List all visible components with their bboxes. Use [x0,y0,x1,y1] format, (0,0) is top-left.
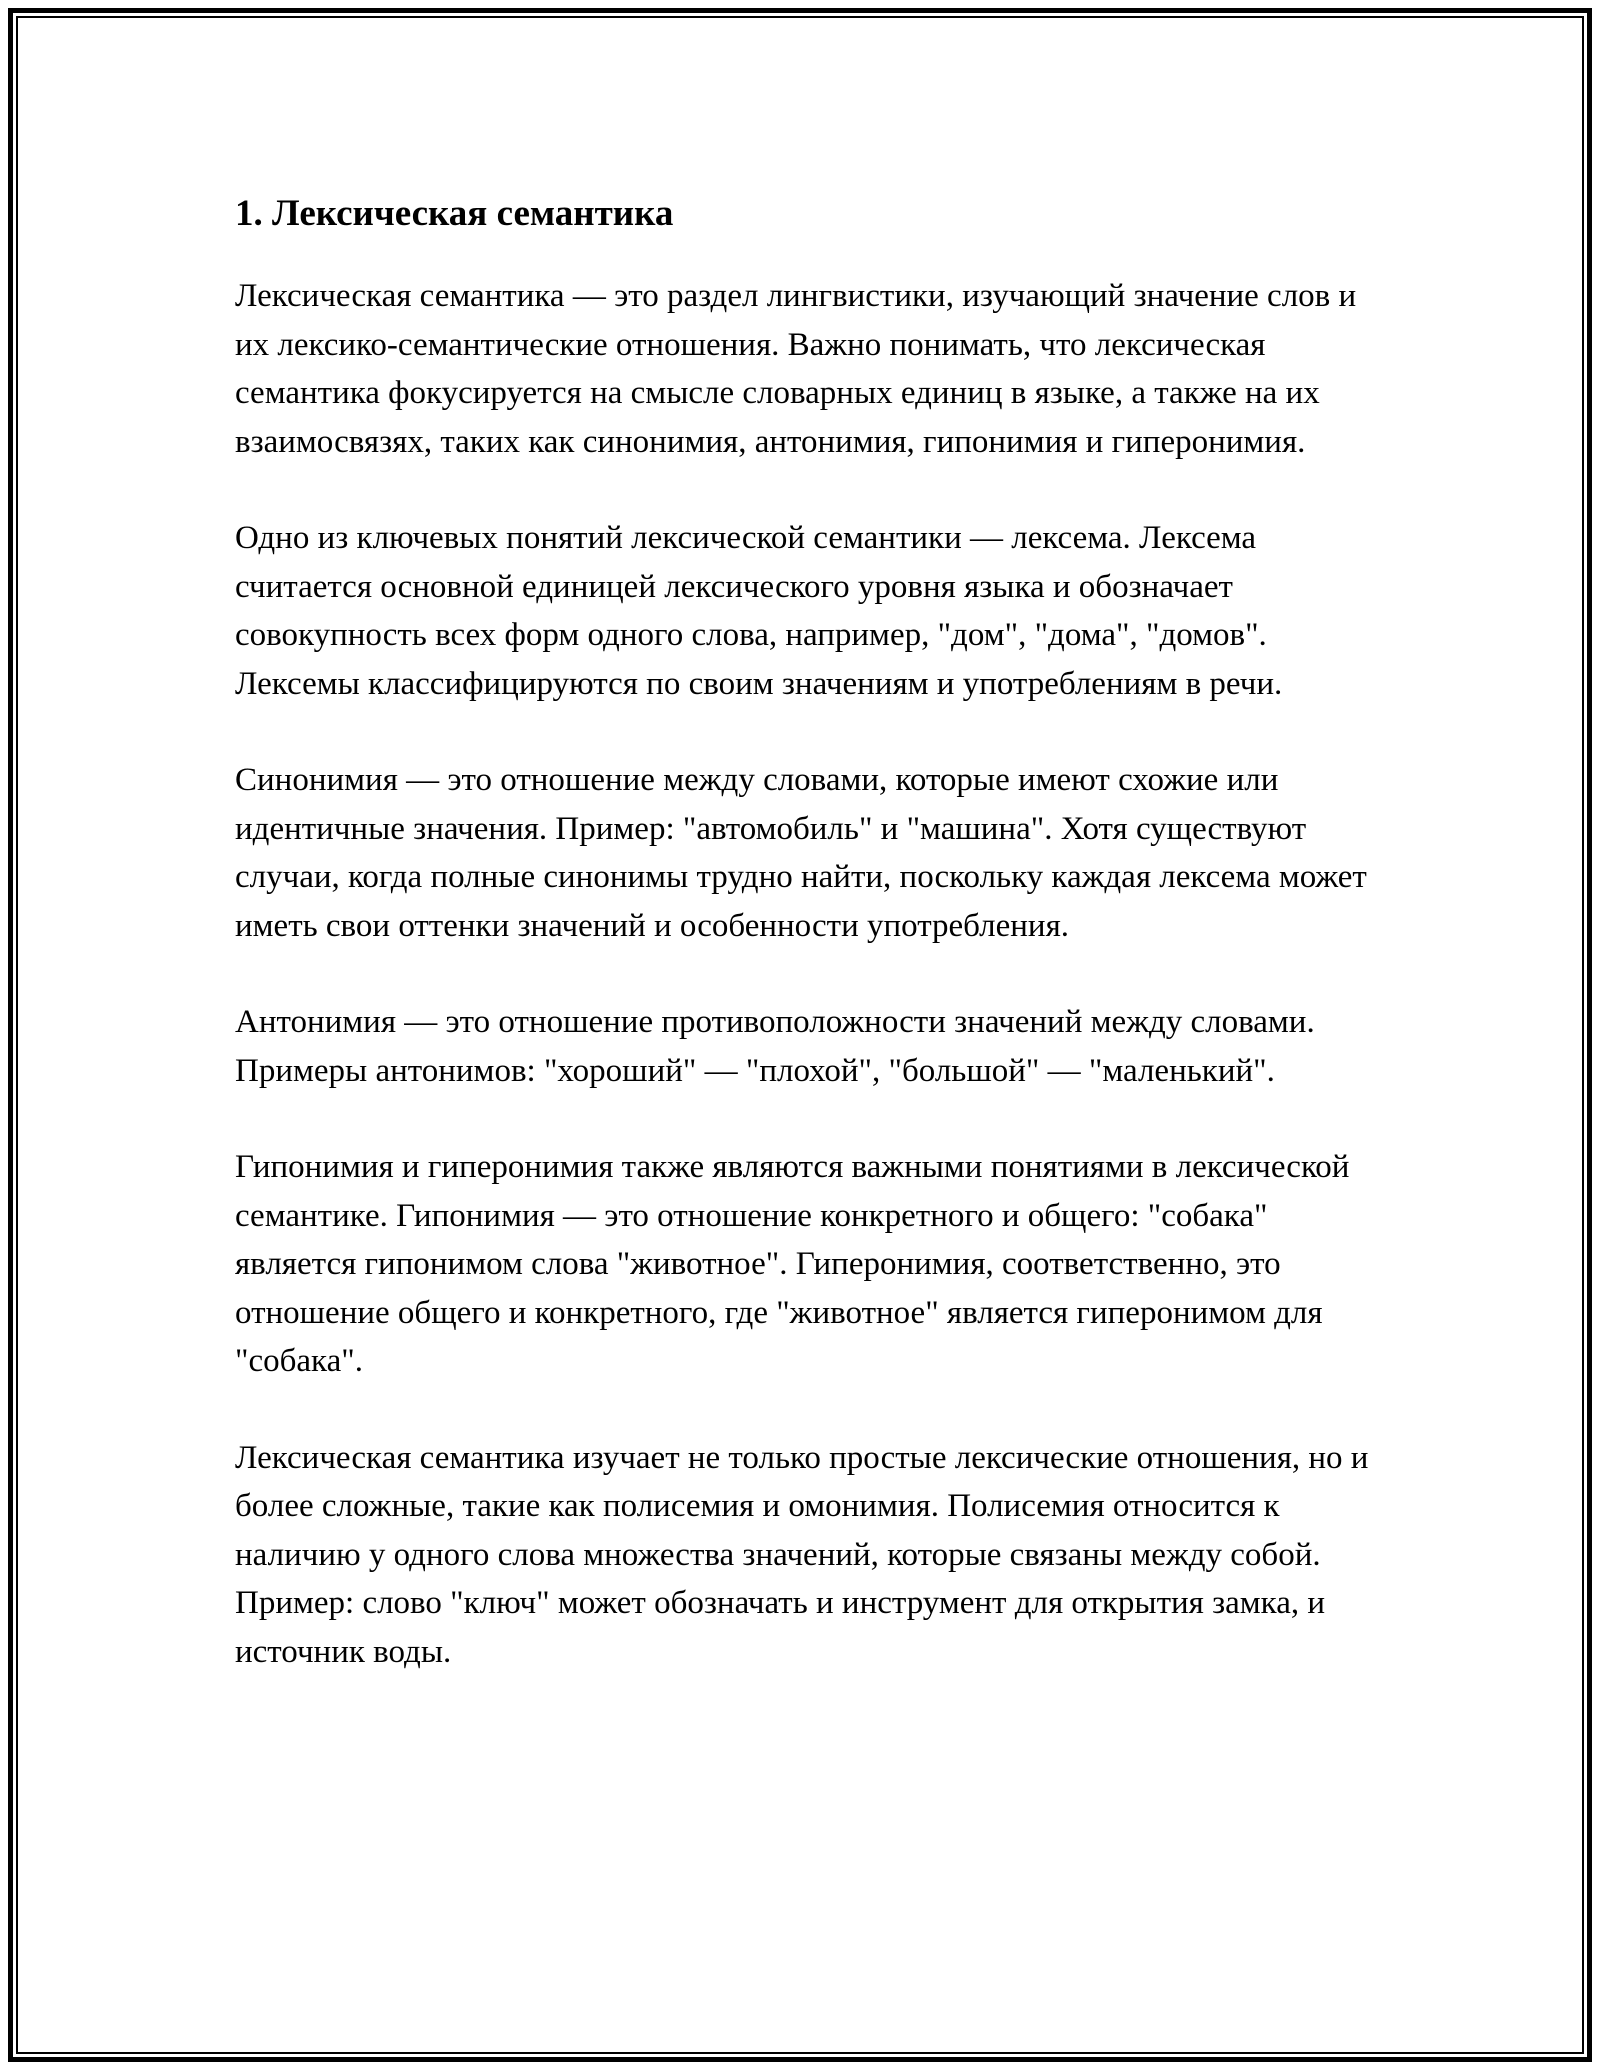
paragraph-hyponymy: Гипонимия и гиперонимия также являются важными понятиями в лексической семантике. Гипонимия — это отношение конкретного и общего: "собака" является гипонимом слова "животное". Гиперонимия, соответственно, это отношение общего и конкретного, где "животное" является гиперонимом для "собака". [235,1149,1350,1379]
paragraph-synonymy: Синонимия — это отношение между словами, которые имеют схожие или идентичные значения. Пример: "автомобиль" и "машина". Хотя существуют случаи, когда полные синонимы трудно найти, поскольку каждая лексема может иметь свои оттенки значений и особенности употребления. [235,762,1367,944]
paragraph-lexeme: Одно из ключевых понятий лексической семантики — лексема. Лексема считается основной единицей лексического уровня языка и обозначает совокупность всех форм одного слова, например, "дом", "дома", "домов". Лексемы классифицируются по своим значениям и употреблениям в речи. [235,520,1283,702]
paragraph-antonymy: Антонимия — это отношение противоположности значений между словами. Примеры антонимов: "хороший" — "плохой", "большой" — "маленький". [235,1004,1315,1089]
paragraph-definition: Лексическая семантика — это раздел лингвистики, изучающий значение слов и их лексико-семантические отношения. Важно понимать, что лексическая семантика фокусируется на смысле словарных единиц в языке, а также на их взаимосвязях, таких как синонимия, антонимия, гипонимия и гиперонимия. [235,278,1357,460]
document-body [235,178,1385,1724]
section-heading: 1. Лексическая семантика [235,193,674,234]
paragraph-polysemy: Лексическая семантика изучает не только простые лексические отношения, но и более сложные, такие как полисемия и омонимия. Полисемия относится к наличию у одного слова множества значений, которые связаны между собой. Пример: слово "ключ" может обозначать и инструмент для открытия замка, и источник воды. [235,1439,1369,1670]
